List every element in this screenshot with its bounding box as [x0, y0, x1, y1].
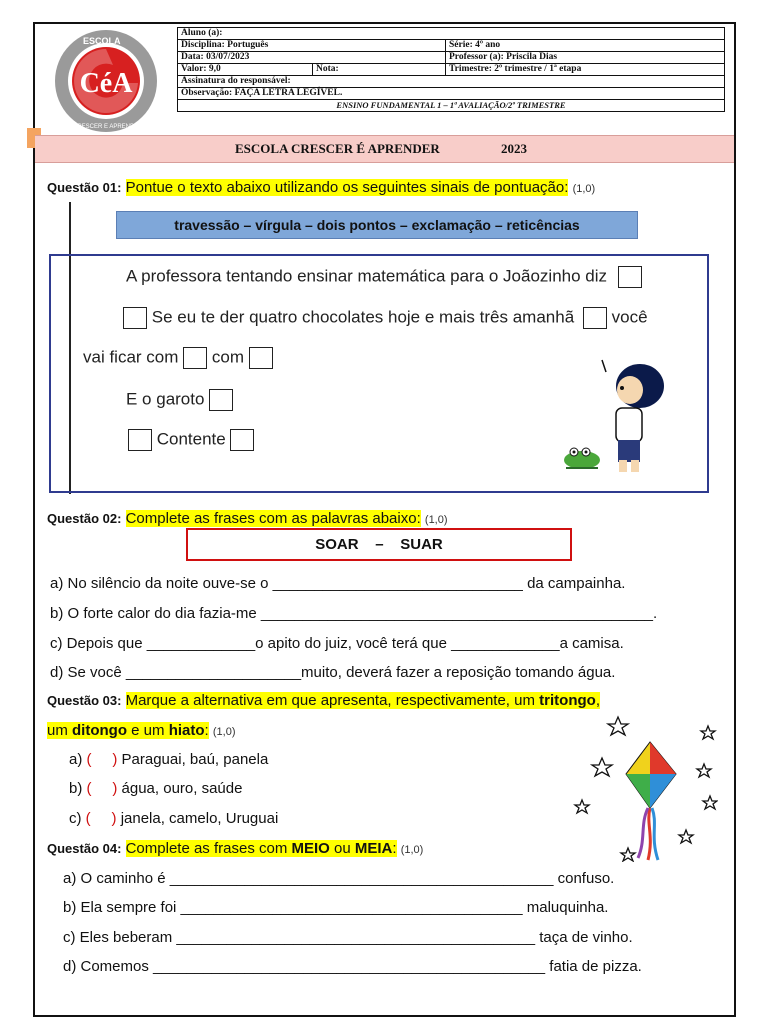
q4-item-b[interactable]: b) Ela sempre foi _________________________________________ maluquinha.: [63, 899, 609, 916]
q1-line-4: [126, 389, 233, 411]
star-icon: [575, 800, 589, 813]
q3-prompt-hiato: hiato: [168, 722, 205, 739]
q1-line-2-end: você: [611, 307, 648, 327]
q1-answer-box-5[interactable]: [249, 347, 273, 369]
q4-label: Questão 04:: [47, 841, 122, 856]
q4-points: (1,0): [400, 844, 424, 856]
q3-heading: [47, 692, 600, 709]
q3-option-c[interactable]: [69, 810, 278, 827]
school-banner: [35, 135, 734, 163]
q1-answer-box-4[interactable]: [183, 347, 207, 369]
q1-line-5: [128, 429, 254, 451]
star-icon: [703, 796, 717, 809]
q3-prompt-d: um: [47, 722, 73, 739]
trimestre-field: Trimestre: 2º trimestre / 1ª etapa: [446, 64, 725, 76]
header-subtitle: ENSINO FUNDAMENTAL 1 – 1ª AVALIAÇÃO/2º TRIMESTRE: [178, 100, 725, 112]
q3-points: (1,0): [212, 726, 236, 738]
q2-heading: [47, 510, 448, 527]
school-logo: [53, 28, 159, 134]
q3-option-b[interactable]: [69, 780, 242, 797]
q4-prompt-meia: MEIA: [354, 840, 393, 857]
q3-prompt-comma: ,: [595, 692, 600, 709]
q3-option-b-paren-close[interactable]: ): [112, 780, 118, 797]
star-icon: [701, 726, 715, 739]
boy-with-frog-illustration: [556, 356, 668, 476]
q3-option-a-paren-close[interactable]: ): [112, 751, 118, 768]
q3-option-b-paren-open[interactable]: (: [86, 780, 92, 797]
q1-line-1: [126, 266, 642, 288]
q3-prompt-tritongo: tritongo: [539, 692, 596, 709]
q3-prompt-f: e um: [127, 722, 169, 739]
q3-option-c-text: janela, camelo, Uruguai: [120, 810, 279, 827]
nota-field[interactable]: Nota:: [313, 64, 446, 76]
q3-option-b-text: água, ouro, saúde: [121, 780, 243, 797]
assinatura-field[interactable]: Assinatura do responsável:: [178, 76, 725, 88]
disciplina-field: Disciplina: Português: [178, 40, 446, 52]
q2-points: (1,0): [424, 514, 448, 526]
q4-prompt-a: Complete as frases com: [125, 840, 292, 857]
star-icon: [608, 717, 628, 735]
q1-line-2-text: Se eu te der quatro chocolates hoje e mais três amanhã: [151, 307, 575, 327]
q3-option-c-letter: c): [69, 810, 82, 827]
q1-line-5-text: Contente: [156, 429, 226, 449]
school-name: ESCOLA CRESCER É APRENDER: [235, 141, 440, 156]
q2-item-d[interactable]: d) Se você _____________________muito, deverá fazer a reposição tomando água.: [50, 664, 616, 681]
q2-prompt: Complete as frases com as palavras abaixo:: [125, 510, 421, 527]
q1-label: Questão 01:: [47, 180, 122, 195]
q2-item-a[interactable]: a) No silêncio da noite ouve-se o ______________________________ da campainha.: [50, 575, 626, 592]
q1-heading: [47, 179, 595, 196]
q1-line-3-b: com: [211, 347, 245, 367]
q3-prompt-colon: :: [204, 722, 209, 739]
q3-option-a[interactable]: [69, 751, 268, 768]
q2-word-box: SOAR – SUAR: [186, 528, 572, 561]
q3-option-c-paren-close[interactable]: ): [111, 810, 117, 827]
q1-signs-box: travessão – vírgula – dois pontos – exclamação – reticências: [116, 211, 638, 239]
aluno-field[interactable]: Aluno (a):: [178, 28, 725, 40]
q1-line-3: [83, 347, 273, 369]
serie-field: Série: 4º ano: [446, 40, 725, 52]
star-icon: [592, 758, 612, 776]
valor-field: Valor: 9,0: [178, 64, 313, 76]
q1-line-4-text: E o garoto: [126, 389, 205, 409]
q3-prompt-a: Marque a alternativa em que apresenta, respectivamente, um: [125, 692, 540, 709]
q1-line-1-text: A professora tentando ensinar matemática para o Joãozinho diz: [126, 266, 608, 286]
logo-text-top: ESCOLA: [83, 36, 121, 46]
q1-answer-box-1[interactable]: [618, 266, 642, 288]
school-year: 2023: [501, 141, 527, 156]
q1-prompt: Pontue o texto abaixo utilizando os seguintes sinais de pontuação:: [125, 179, 569, 196]
q1-answer-box-3[interactable]: [583, 307, 607, 329]
star-icon: [621, 848, 635, 861]
logo-text-side: CRESCER E APRENDER: [73, 124, 143, 130]
q1-answer-box-7[interactable]: [128, 429, 152, 451]
observacao-field: Observação: FAÇA LETRA LEGÍVEL.: [178, 88, 725, 100]
q2-item-b[interactable]: b) O forte calor do dia fazia-me _______________________________________________.: [50, 605, 658, 622]
q4-item-c[interactable]: c) Eles beberam ___________________________________________ taça de vinho.: [63, 929, 633, 946]
q4-item-d[interactable]: d) Comemos _______________________________________________ fatia de pizza.: [63, 958, 642, 975]
q3-option-a-text: Paraguai, baú, panela: [121, 751, 269, 768]
kite-with-stars-illustration: [568, 712, 718, 862]
q4-prompt-colon: :: [392, 840, 397, 857]
q2-label: Questão 02:: [47, 511, 122, 526]
q3-heading-2: [47, 722, 236, 739]
q1-answer-box-2[interactable]: [123, 307, 147, 329]
q3-option-a-letter: a): [69, 751, 83, 768]
q4-heading: [47, 840, 423, 857]
q1-line-2: [123, 307, 648, 329]
star-icon: [679, 830, 693, 843]
data-field: Data: 03/07/2023: [178, 52, 446, 64]
q3-option-b-letter: b): [69, 780, 83, 797]
q1-line-3-a: vai ficar com: [83, 347, 179, 367]
q4-item-a[interactable]: a) O caminho é ______________________________________________ confuso.: [63, 870, 615, 887]
header-table: [177, 27, 725, 112]
q3-option-a-paren-open[interactable]: (: [86, 751, 92, 768]
q2-item-c[interactable]: c) Depois que _____________o apito do juiz, você terá que _____________a camisa.: [50, 635, 624, 652]
q3-prompt-ditongo: ditongo: [72, 722, 127, 739]
q4-prompt-c: ou: [329, 840, 355, 857]
star-icon: [697, 764, 711, 777]
q3-label: Questão 03:: [47, 693, 122, 708]
q1-answer-box-6[interactable]: [209, 389, 233, 411]
professor-field: Professor (a): Priscila Dias: [446, 52, 725, 64]
q1-points: (1,0): [572, 183, 596, 195]
logo-letters: CéA: [79, 68, 133, 99]
q1-answer-box-8[interactable]: [230, 429, 254, 451]
q4-prompt-meio: MEIO: [291, 840, 330, 857]
q3-option-c-paren-open[interactable]: (: [85, 810, 91, 827]
